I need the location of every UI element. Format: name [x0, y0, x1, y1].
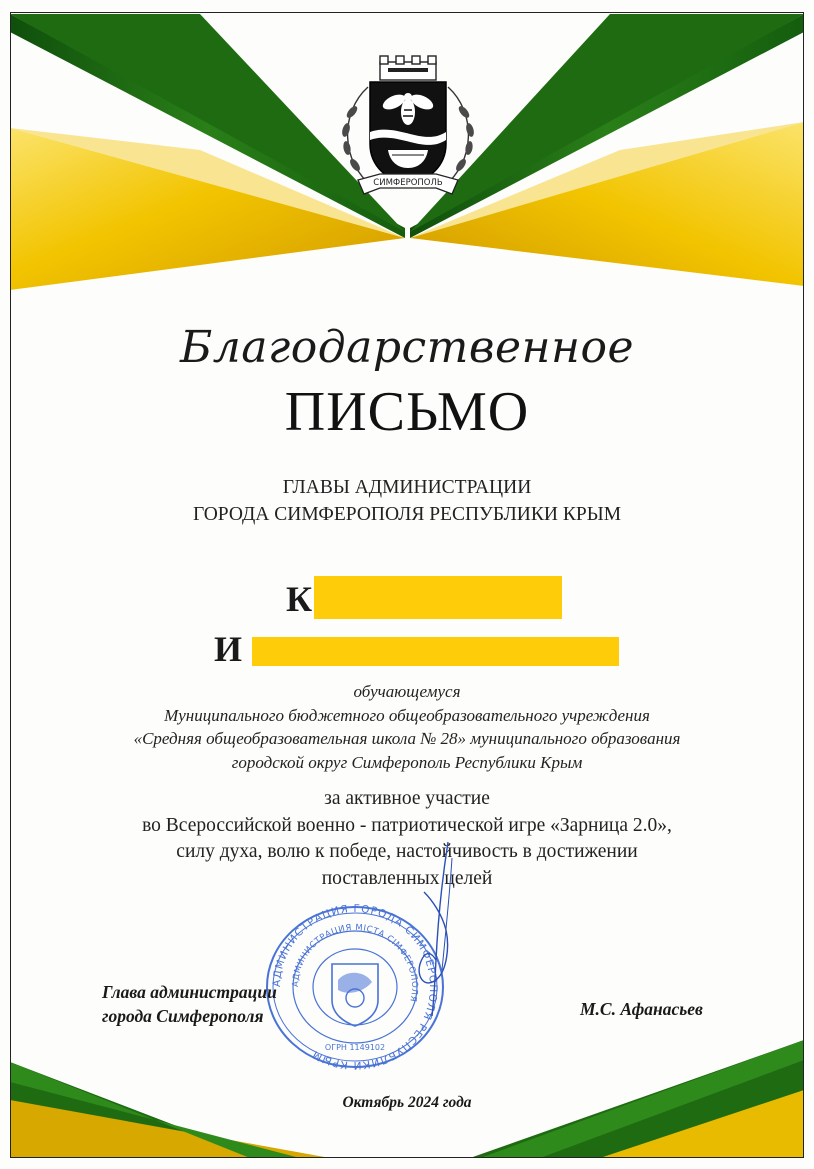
signer-title — [102, 980, 277, 1028]
issuer-block — [0, 474, 814, 528]
signature-icon — [380, 840, 480, 1020]
recipient-surname-initial: К — [286, 579, 313, 619]
signer-name: М.С. Афанасьев — [580, 999, 703, 1019]
merit-line-2: во Всероссийской военно - патриотической игре «Зарница 2.0», — [142, 814, 672, 836]
emblem-ribbon-text: СИМФЕРОПОЛЬ — [373, 178, 443, 188]
school-line-2: «Средняя общеобразовательная школа № 28» муниципального образования — [133, 729, 681, 748]
seal-code: ОГРН 1149102 — [324, 1043, 386, 1052]
school-line-1: Муниципального бюджетного общеобразовательного учреждения — [164, 705, 650, 725]
recipient-name-initial: И — [214, 629, 243, 669]
seal-inner-text: АДМИНИСТРАЦИЯ МІСТА СІМФЕРОПОЛЯ — [290, 922, 420, 1003]
issuer-line-1: ГЛАВЫ АДМИНИСТРАЦИИ — [282, 477, 532, 498]
redaction-name — [252, 637, 619, 666]
simferopol-coat-of-arms-icon — [328, 52, 488, 207]
merit-line-3: силу духа, волю к победе, настойчивость в достижении — [176, 841, 638, 862]
school-block — [0, 680, 814, 774]
issuer-line-2: ГОРОДА СИМФЕРОПОЛЯ РЕСПУБЛИКИ КРЫМ — [192, 504, 622, 525]
merit-line-4: поставленных целей — [321, 867, 493, 889]
title-main: ПИСЬМО — [284, 381, 530, 443]
redaction-surname — [314, 576, 562, 619]
signer-title-line-2: города Симферополя — [102, 1006, 264, 1026]
signer-title-line-1: Глава администрации — [102, 982, 277, 1002]
school-line-3: городской округ Симферополь Республики Крым — [231, 752, 583, 772]
title-script: Благодарственное — [179, 322, 635, 373]
merit-line-1: за активное участие — [324, 788, 490, 809]
seal-outer-text: АДМИНИСТРАЦИЯ ГОРОДА СИМФЕРОПОЛЯ РЕСПУБЛИКИ КРЫМ — [270, 902, 440, 1072]
issue-date: Октябрь 2024 года — [342, 1094, 472, 1111]
recipient-role: обучающемуся — [353, 682, 461, 701]
